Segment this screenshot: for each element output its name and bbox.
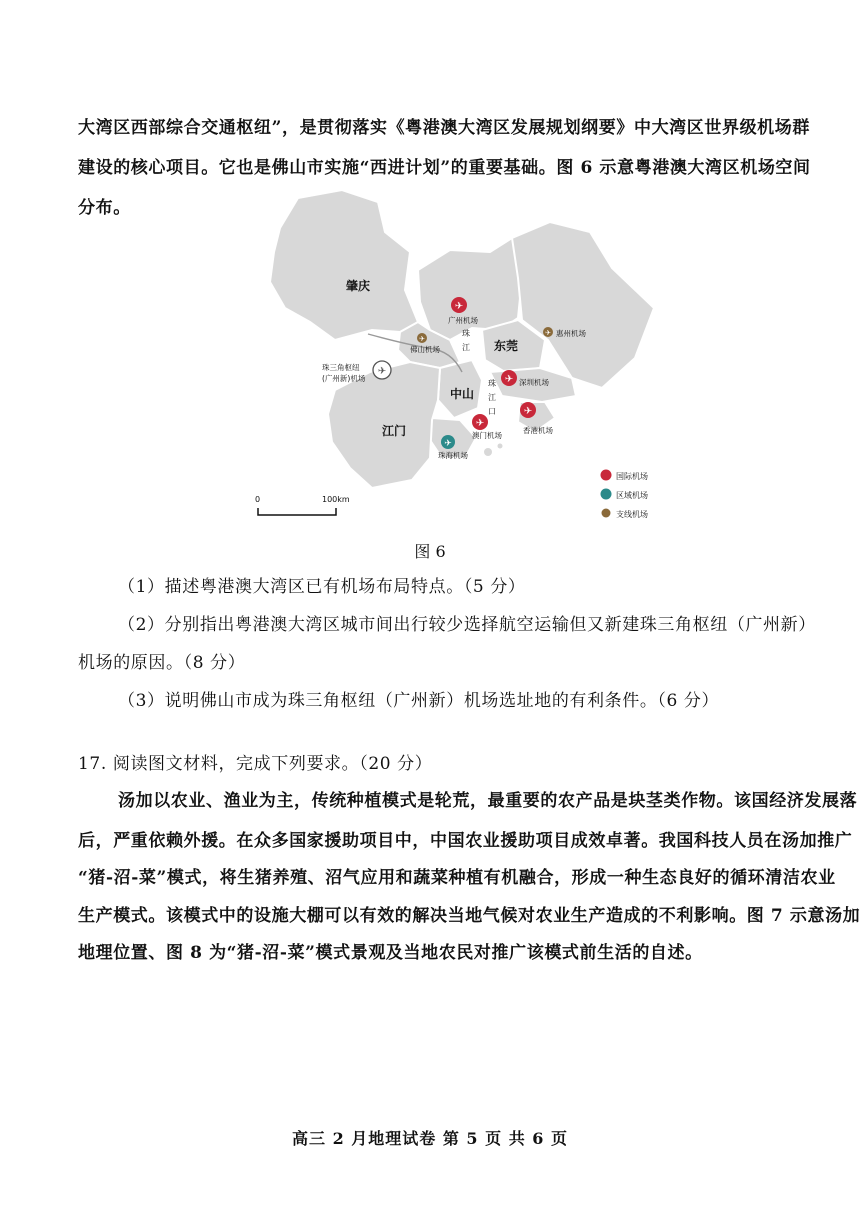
airport-label-huizhou: 惠州机场 (556, 329, 586, 338)
question-17-heading: 17. 阅读图文材料，完成下列要求。（20 分） (78, 754, 433, 774)
shenzhen-airport-icon (501, 370, 517, 386)
new-hub-airport-icon (373, 361, 391, 379)
map-legend (601, 470, 649, 520)
scale-bar (255, 495, 350, 515)
figure-caption: 图 6 (414, 542, 446, 561)
question-2-line-2: 机场的原因。（8 分） (78, 653, 246, 673)
scale-end: 100km (322, 495, 350, 504)
svg-text:✈: ✈ (419, 335, 425, 343)
svg-text:✈: ✈ (504, 374, 514, 385)
q17-line-3: “猪-沼-菜”模式，将生猪养殖、沼气应用和蔬菜种植有机融合，形成一种生态良好的循环清洁农业 (78, 868, 836, 888)
hongkong-airport-icon (520, 402, 536, 418)
airport-label-macau: 澳门机场 (472, 431, 502, 440)
estuary-label-3: 口 (488, 407, 496, 416)
estuary-label-1: 珠 (488, 379, 496, 388)
airport-label-guangzhou: 广州机场 (448, 316, 478, 325)
q17-line-5: 地理位置、图 8 为“猪-沼-菜”模式景观及当地农民对推广该模式前生活的自述。 (78, 943, 703, 963)
svg-text:✈: ✈ (377, 366, 387, 377)
airport-map (250, 190, 670, 525)
huizhou-airport-icon (543, 327, 553, 337)
river-label-zhu: 珠 (462, 329, 470, 338)
region-label-zhongshan: 中山 (450, 387, 475, 401)
estuary-label-2: 江 (488, 393, 496, 402)
svg-text:✈: ✈ (523, 406, 533, 417)
q17-line-4: 生产模式。该模式中的设施大棚可以有效的解决当地气候对农业生产造成的不利影响。图 7 示意汤加 (78, 906, 860, 926)
legend-regional-icon (601, 489, 612, 500)
svg-text:✈: ✈ (475, 418, 485, 429)
svg-text:✈: ✈ (545, 329, 551, 337)
airport-label-new-hub-2: (广州新)机场 (322, 374, 366, 383)
region-zhaoqing (270, 190, 418, 340)
zhuhai-airport-icon (441, 435, 455, 449)
island (498, 444, 503, 449)
question-3: （3）说明佛山市成为珠三角枢纽（广州新）机场选址地的有利条件。（6 分） (118, 691, 720, 711)
scale-zero: 0 (255, 495, 261, 504)
question-2-line-1: （2）分别指出粤港澳大湾区城市间出行较少选择航空运输但又新建珠三角枢纽（广州新） (118, 615, 816, 635)
airport-label-new-hub-1: 珠三角枢纽 (322, 363, 360, 372)
paragraph-line-2: 建设的核心项目。它也是佛山市实施“西进计划”的重要基础。图 6 示意粤港澳大湾区机场空间 (78, 158, 811, 178)
legend-branch-icon (602, 509, 611, 518)
guangzhou-airport-icon (451, 297, 467, 313)
region-label-zhaoqing: 肇庆 (346, 279, 371, 293)
river-label-jiang: 江 (462, 343, 470, 352)
airport-label-zhuhai: 珠海机场 (438, 451, 468, 460)
region-label-jiangmen: 江门 (382, 424, 407, 438)
paragraph-line-3: 分布。 (78, 198, 131, 218)
svg-text:✈: ✈ (444, 439, 452, 449)
legend-international-icon (601, 470, 612, 481)
question-1: （1）描述粤港澳大湾区已有机场布局特点。（5 分） (118, 577, 526, 597)
airport-label-shenzhen: 深圳机场 (519, 378, 549, 387)
paragraph-line-1: 大湾区西部综合交通枢纽”，是贯彻落实《粤港澳大湾区发展规划纲要》中大湾区世界级机场群 (78, 118, 810, 138)
region-label-dongguan: 东莞 (494, 339, 519, 353)
svg-text:✈: ✈ (454, 301, 464, 312)
island (484, 448, 492, 456)
q17-line-1: 汤加以农业、渔业为主，传统种植模式是轮荒，最重要的农产品是块茎类作物。该国经济发展落 (118, 791, 858, 811)
page-footer: 高三 2 月地理试卷 第 5 页 共 6 页 (292, 1129, 568, 1148)
foshan-airport-icon (417, 333, 427, 343)
airport-label-hongkong: 香港机场 (523, 426, 553, 435)
legend-international: 国际机场 (616, 472, 648, 481)
airport-label-foshan: 佛山机场 (410, 345, 440, 354)
macau-airport-icon (472, 414, 488, 430)
legend-regional: 区域机场 (616, 491, 648, 500)
legend-branch: 支线机场 (616, 510, 648, 519)
q17-line-2: 后，严重依赖外援。在众多国家援助项目中，中国农业援助项目成效卓著。我国科技人员在汤加推广 (78, 831, 853, 851)
